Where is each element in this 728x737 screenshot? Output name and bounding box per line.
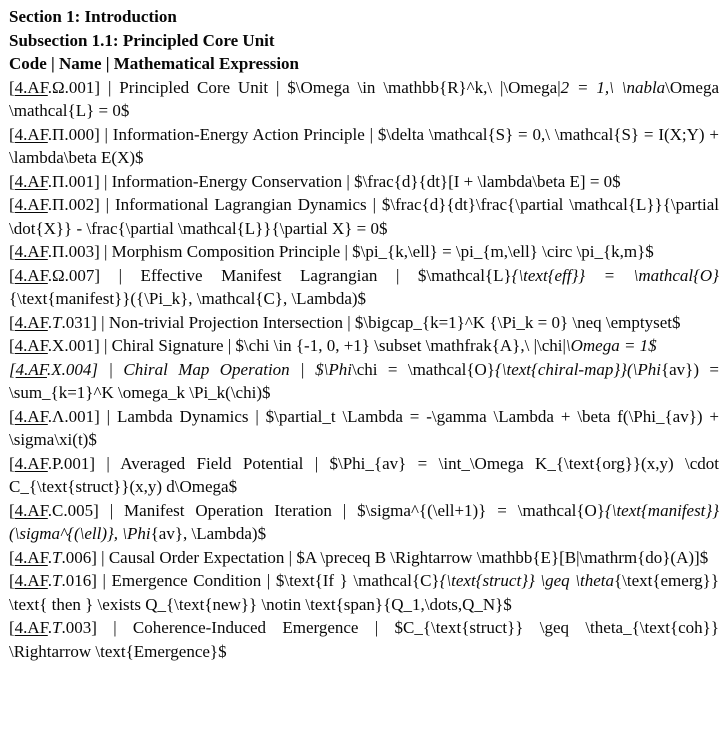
table-row (9, 358, 719, 405)
text-segment: {\text{struct}} \geq \theta (439, 571, 614, 590)
text-segment: [ (9, 312, 15, 332)
code-ref: 4.AF (14, 406, 48, 426)
text-segment: .016] | Emergence Condition | $\text{If } \mathcal{C} (61, 571, 440, 590)
text-segment: .006] | Causal Order Expectation | $A \preceq B \Rightarrow \mathbb{E}[B|\mathrm{do}(A)]$ (61, 547, 709, 567)
text-segment: \Omega \mathcal{L} = 0$ (9, 77, 719, 120)
text-segment: . (47, 312, 53, 332)
table-row (9, 170, 719, 194)
code-ref: 4.AF (14, 124, 48, 144)
table-row (9, 334, 719, 358)
text-segment: [ (9, 124, 15, 144)
section-title: Section 1: Introduction (9, 7, 177, 26)
table-row (9, 264, 719, 311)
code-ref: 4.AF (14, 195, 48, 214)
text-segment: .X.004] | Chiral Map Operation | $\Phi (46, 359, 352, 379)
text-segment: .Ω.001] | Principled Core Unit | $\Omega \in \mathbb{R}^k,\ |\Omega| (47, 77, 561, 97)
text-segment: T (52, 571, 62, 590)
text-segment: [ (9, 618, 15, 637)
text-segment: .Π.001] | Information-Energy Conservation | $\frac{d}{dt}[I + \lambda\beta E] = 0$ (47, 171, 621, 191)
text-segment: [ (9, 171, 15, 191)
table-rows (9, 76, 719, 664)
text-segment: . (47, 571, 53, 590)
code-ref: 4.AF (14, 618, 48, 637)
text-segment: {\text{chiral-map}}(\Phi (494, 359, 661, 379)
table-row (9, 240, 719, 264)
text-segment: .Ω.007] | Effective Manifest Lagrangian | $\mathcal{L} (47, 265, 512, 285)
table-row (9, 311, 719, 335)
text-segment: .Π.002] | Informational Lagrangian Dynamics | $\frac{d}{dt}\frac{\partial \mathcal{L}}{\partial \dot{X}} - \frac{\partial \mathcal{L}}{\partial X} = 0$ (9, 195, 719, 238)
table-header: Code | Name | Mathematical Expression (9, 54, 300, 73)
code-ref: 4.AF (14, 500, 48, 520)
text-segment: .Λ.001] | Lambda Dynamics | $\partial_t \Lambda = -\gamma \Lambda + \beta f(\Phi_{av}) + \sigma\xi(t)$ (9, 406, 719, 449)
table-row (9, 546, 719, 570)
text-segment: [ (9, 336, 15, 355)
text-segment: .C.005] | Manifest Operation Iteration | $\sigma^{(\ell+1)} = \mathcal{O} (47, 500, 605, 520)
code-ref: 4.AF (14, 77, 48, 97)
code-ref: 4.AF (14, 242, 48, 261)
table-row (9, 193, 719, 240)
text-segment: .003] | Coherence-Induced Emergence | $C_{\text{struct}} \geq \theta_{\text{coh}} \Rightarrow \text{Emergence}$ (9, 618, 719, 661)
code-ref: 4.AF (14, 312, 48, 332)
table-row (9, 405, 719, 452)
text-segment: [ (9, 195, 15, 214)
table-row (9, 499, 719, 546)
text-segment: [ (9, 265, 15, 285)
text-segment: .Π.000] | Information-Energy Action Principle | $\delta \mathcal{S} = 0,\ \mathcal{S} = I(X;Y) + \lambda\beta E(X)$ (9, 124, 719, 167)
table-row (9, 452, 719, 499)
code-ref: 4.AF (14, 453, 48, 473)
table-row (9, 569, 719, 616)
text-segment: {av}) = \sum_{k=1}^K \omega_k \Pi_k(\chi)$ (9, 359, 719, 402)
text-segment: [ (9, 359, 16, 379)
text-segment: [ (9, 547, 15, 567)
text-segment: [ (9, 500, 15, 520)
text-segment: T (52, 547, 62, 567)
text-segment: T (52, 618, 62, 637)
text-segment: [ (9, 406, 15, 426)
code-ref: 4.AF (14, 547, 48, 567)
table-row (9, 123, 719, 170)
text-segment: .031] | Non-trivial Projection Intersection | $\bigcap_{k=1}^K {\Pi_k = 0} \neq \emptyset$ (61, 312, 681, 332)
text-segment: \Omega = 1$ (565, 336, 657, 355)
table-row (9, 616, 719, 663)
text-segment: [ (9, 571, 15, 590)
text-segment: [ (9, 242, 15, 261)
table-row (9, 76, 719, 123)
subsection-title: Subsection 1.1: Principled Core Unit (9, 30, 275, 50)
code-ref: 4.AF (15, 359, 47, 379)
text-segment: T (52, 312, 62, 332)
text-segment: {\text{emerg}} \text{ then } \exists Q_{\text{new}} \notin \text{span}{Q_1,\dots,Q_N}$ (9, 571, 719, 614)
text-segment: [ (9, 77, 15, 97)
text-segment: \chi = \mathcal{O} (351, 359, 495, 379)
code-ref: 4.AF (14, 336, 48, 355)
text-segment: .P.001] | Averaged Field Potential | $\Phi_{av} = \int_\Omega K_{\text{org}}(x,y) \cdot C_{\text{struct}}(x,y) d\Omega$ (9, 453, 719, 496)
text-segment: . (47, 547, 53, 567)
text-segment: {\text{manifest}}(\sigma^{(\ell)}, \Phi (9, 500, 719, 543)
text-segment: [ (9, 453, 15, 473)
code-ref: 4.AF (14, 265, 48, 285)
text-segment: {av}, \Lambda)$ (150, 524, 267, 543)
text-segment: {\text{manifest}}({\Pi_k}, \mathcal{C}, \Lambda)$ (9, 289, 367, 308)
text-segment: {\text{eff}} = \mathcal{O} (511, 265, 719, 285)
code-ref: 4.AF (14, 171, 48, 191)
text-segment: . (47, 618, 53, 637)
code-ref: 4.AF (14, 571, 48, 590)
text-segment: 2 = 1,\ \nabla (560, 77, 666, 97)
text-segment: .X.001] | Chiral Signature | $\chi \in {-1, 0, +1} \subset \mathfrak{A},\ |\chi| (47, 336, 566, 355)
text-segment: .Π.003] | Morphism Composition Principle | $\pi_{k,\ell} = \pi_{m,\ell} \circ \pi_{k,m}$ (47, 242, 654, 261)
